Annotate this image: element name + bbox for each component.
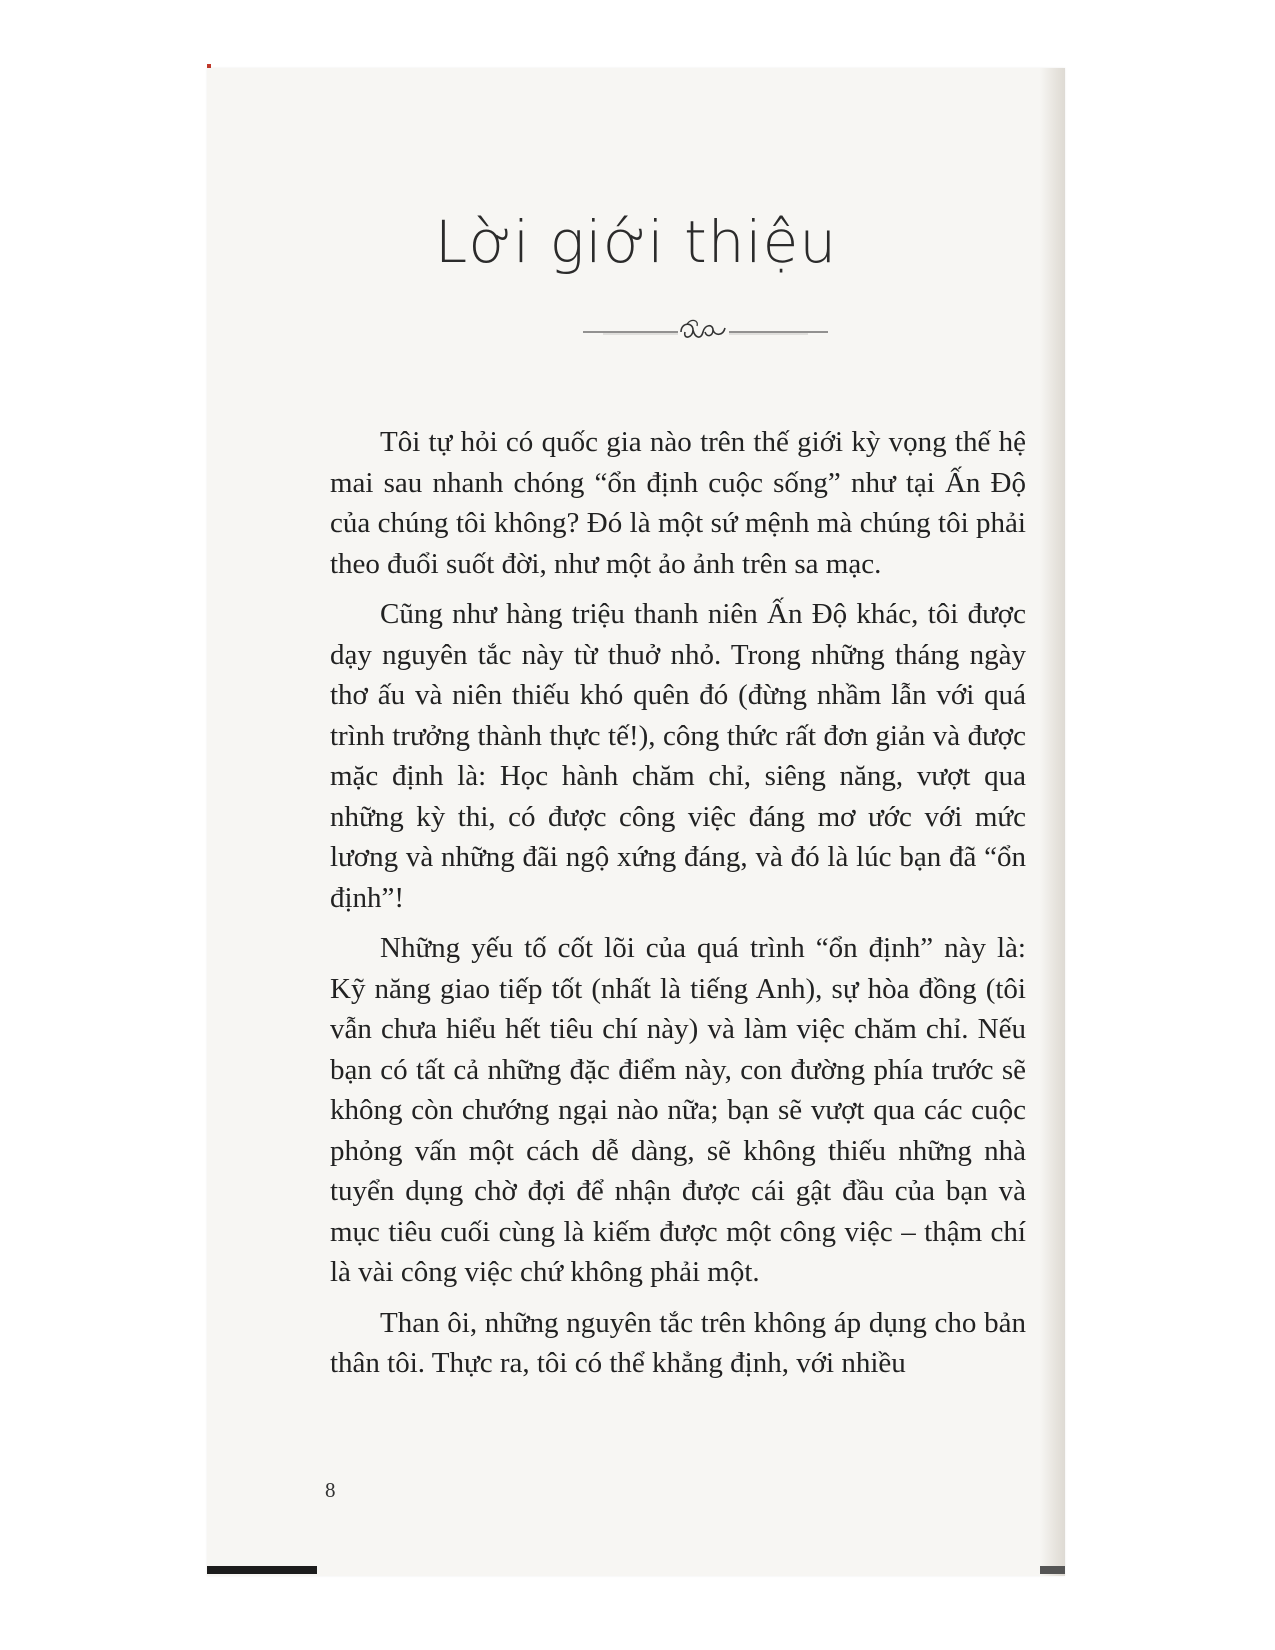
page-bottom-edge-right — [1040, 1566, 1065, 1574]
page-bottom-edge — [207, 1566, 317, 1574]
paragraph-4: Than ôi, những nguyên tắc trên không áp dụng cho bản thân tôi. Thực ra, tôi có thể khẳng định, với nhiều — [330, 1306, 1026, 1379]
flourish-divider-icon — [583, 318, 828, 344]
paragraph-1: Tôi tự hỏi có quốc gia nào trên thế giới kỳ vọng thế hệ mai sau nhanh chóng “ổn định cuộc sống” như tại Ấn Độ của chúng tôi không? Đó là một sứ mệnh mà chúng tôi phải theo đuổi suốt đời, như một ảo ảnh trên sa mạc. — [330, 426, 1026, 580]
paragraph-3: Những yếu tố cốt lõi của quá trình “ổn định” này là: Kỹ năng giao tiếp tốt (nhất là tiếng Anh), sự hòa đồng (tôi vẫn chưa hiểu hết tiêu chí này) và làm việc chăm chỉ. Nếu bạn có tất cả những đặc điểm này, con đường phía trước sẽ không còn chướng ngại nào nữa; bạn sẽ vượt qua các cuộc phỏng vấn một cách dễ dàng, sẽ không thiếu những nhà tuyển dụng chờ đợi để nhận được cái gật đầu của bạn và mục tiêu cuối cùng là kiếm được một công việc – thậm chí là vài công việc chứ không phải một. — [330, 932, 1026, 1288]
page-number: 8 — [325, 1478, 336, 1502]
chapter-title: Lời giới thiệu — [434, 208, 838, 276]
body-text — [330, 422, 1026, 1394]
paragraph-2: Cũng như hàng triệu thanh niên Ấn Độ khác, tôi được dạy nguyên tắc này từ thuở nhỏ. Trong những tháng ngày thơ ấu và niên thiếu khó quên đó (đừng nhầm lẫn với quá trình trưởng thành thực tế!), công thức rất đơn giản và được mặc định là: Học hành chăm chỉ, siêng năng, vượt qua những kỳ thi, có được công việc đáng mơ ước với mức lương và những đãi ngộ xứng đáng, và đó là lúc bạn đã “ổn định”! — [330, 598, 1026, 914]
page-gutter-shadow — [1040, 68, 1065, 1576]
